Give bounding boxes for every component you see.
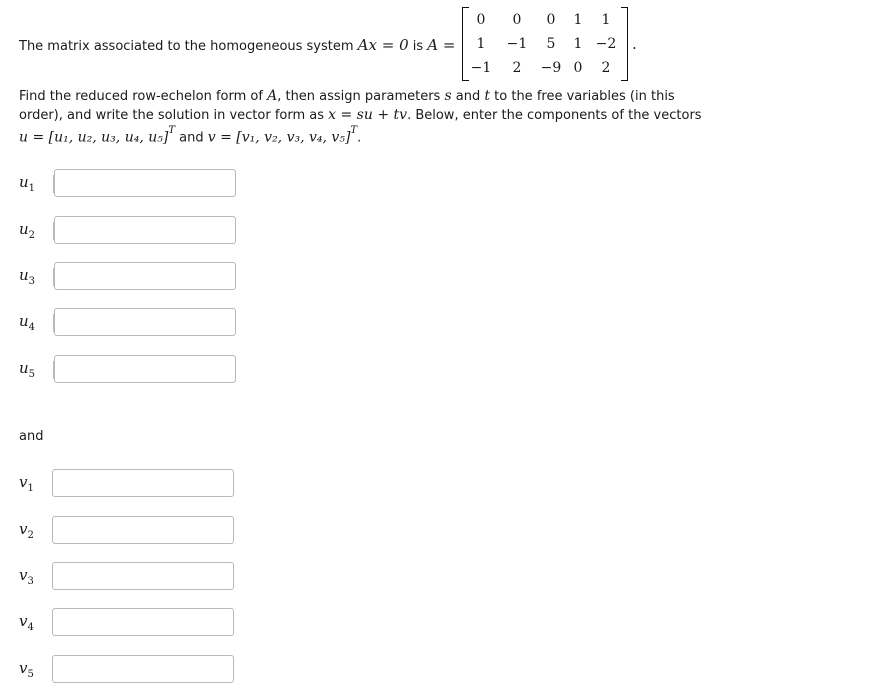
instr-text: . Below, enter the components of the vectors	[407, 108, 702, 123]
v5-input[interactable]	[52, 655, 234, 683]
v4-input[interactable]	[52, 608, 234, 636]
matrix-cell: 1	[573, 12, 583, 28]
v3-label: $v_3$	[19, 566, 34, 587]
u1-label: $u_1$	[19, 173, 36, 194]
instr-text: Find the reduced row-echelon form of	[19, 89, 268, 104]
v1-input[interactable]	[52, 469, 234, 497]
transpose-mark: T	[168, 125, 175, 136]
v4-label: $v_4$	[19, 612, 34, 633]
matrix-cell: 5	[546, 36, 556, 52]
matrix-left-bracket	[462, 7, 469, 81]
instructions	[19, 87, 719, 147]
matrix-cell: 0	[512, 12, 522, 28]
matrix-cell: 2	[512, 60, 522, 76]
instructions-line-3	[19, 125, 719, 147]
instructions-line-1	[19, 87, 719, 106]
system-equation: Ax = 0	[357, 36, 409, 54]
u2-input[interactable]	[54, 216, 236, 244]
instructions-line-2	[19, 106, 719, 125]
param-s: s	[444, 88, 452, 104]
matrix-cell: 0	[476, 12, 486, 28]
v2-label: $v_2$	[19, 520, 34, 541]
u2-label: $u_2$	[19, 220, 36, 241]
problem-intro	[19, 36, 455, 54]
vector-form-equation: x = su + tv	[328, 107, 408, 123]
v-vector-definition: v = [v₁, v₂, v₃, v₄, v₅]	[207, 129, 351, 146]
u3-label: $u_3$	[19, 266, 36, 287]
matrix-cell: 1	[601, 12, 611, 28]
and-label: and	[19, 429, 44, 444]
u5-input[interactable]	[54, 355, 236, 383]
u5-label: $u_5$	[19, 359, 36, 380]
v5-label: $v_5$	[19, 659, 34, 680]
matrix-cell: −1	[506, 36, 528, 52]
intro-is: is	[408, 39, 428, 54]
matrix-cell: −2	[595, 36, 617, 52]
matrix-cell: 1	[476, 36, 486, 52]
matrix-right-bracket	[621, 7, 628, 81]
matrix-cell: 1	[573, 36, 583, 52]
instr-text: , then assign parameters	[277, 89, 445, 104]
matrix-cell: 0	[546, 12, 556, 28]
param-t: t	[484, 88, 491, 104]
instr-text: and	[175, 130, 208, 146]
intro-text: The matrix associated to the homogeneous system	[19, 39, 358, 54]
matrix-name: A =	[427, 36, 456, 54]
u3-input[interactable]	[54, 262, 236, 290]
coefficient-matrix	[462, 7, 628, 81]
instr-text: .	[357, 130, 362, 146]
matrix-period: .	[632, 35, 637, 53]
matrix-cell: −9	[540, 60, 562, 76]
v1-label: $v_1$	[19, 473, 34, 494]
u-vector-definition: u = [u₁, u₂, u₃, u₄, u₅]	[19, 129, 169, 146]
matrix-cell: 2	[601, 60, 611, 76]
matrix-cell: −1	[470, 60, 492, 76]
v3-input[interactable]	[52, 562, 234, 590]
instr-text: to the free variables (in this	[490, 89, 675, 104]
matrix-cell: 0	[573, 60, 583, 76]
u4-label: $u_4$	[19, 312, 36, 333]
u1-input[interactable]	[54, 169, 236, 197]
instr-text: order), and write the solution in vector form as	[19, 108, 329, 123]
matrix-symbol: A	[267, 88, 278, 104]
u4-input[interactable]	[54, 308, 236, 336]
v2-input[interactable]	[52, 516, 234, 544]
transpose-mark: T	[350, 125, 358, 136]
instr-text: and	[451, 89, 485, 104]
